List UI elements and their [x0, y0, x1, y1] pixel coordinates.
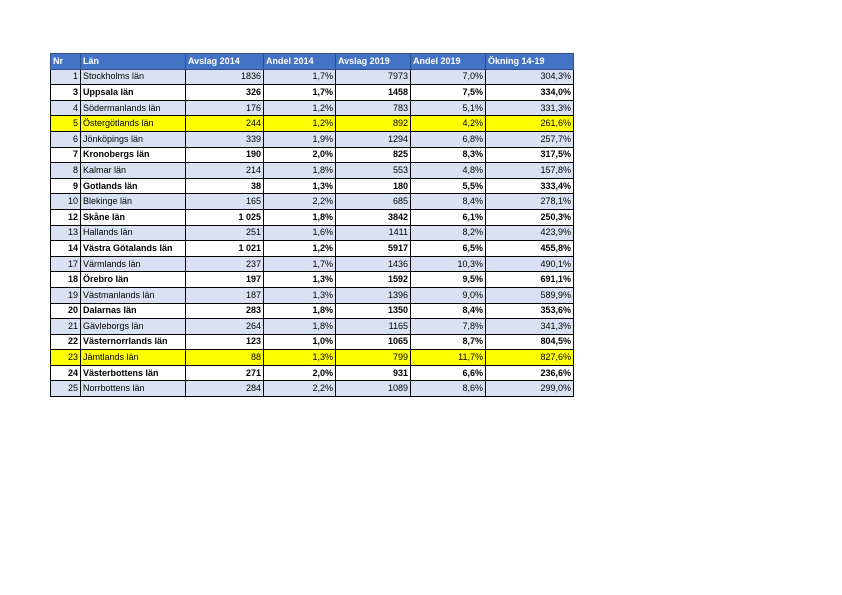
cell-andel-2019: 6,8% — [411, 131, 486, 147]
cell-lan: Jämtlands län — [81, 350, 186, 366]
cell-okning: 304,3% — [486, 69, 574, 85]
table-row — [51, 85, 574, 101]
cell-andel-2014: 2,2% — [264, 194, 336, 210]
cell-andel-2014: 1,6% — [264, 225, 336, 241]
cell-okning: 804,5% — [486, 334, 574, 350]
cell-nr: 7 — [51, 147, 81, 163]
cell-lan: Stockholms län — [81, 69, 186, 85]
cell-avslag-2019: 1396 — [336, 287, 411, 303]
cell-avslag-2014: 197 — [186, 272, 264, 288]
cell-lan: Uppsala län — [81, 85, 186, 101]
cell-avslag-2014: 165 — [186, 194, 264, 210]
table-row — [51, 319, 574, 335]
cell-lan: Norrbottens län — [81, 381, 186, 397]
cell-okning: 250,3% — [486, 209, 574, 225]
cell-nr: 8 — [51, 163, 81, 179]
header-andel-2014: Andel 2014 — [264, 54, 336, 70]
cell-andel-2019: 4,2% — [411, 116, 486, 132]
cell-avslag-2019: 1458 — [336, 85, 411, 101]
header-andel-2019: Andel 2019 — [411, 54, 486, 70]
cell-andel-2019: 8,4% — [411, 303, 486, 319]
cell-andel-2014: 1,8% — [264, 209, 336, 225]
table-row — [51, 163, 574, 179]
cell-okning: 455,8% — [486, 241, 574, 257]
cell-nr: 24 — [51, 365, 81, 381]
cell-andel-2014: 1,2% — [264, 116, 336, 132]
table-row — [51, 334, 574, 350]
cell-andel-2014: 1,3% — [264, 178, 336, 194]
cell-nr: 20 — [51, 303, 81, 319]
cell-lan: Dalarnas län — [81, 303, 186, 319]
cell-andel-2014: 1,2% — [264, 241, 336, 257]
cell-avslag-2014: 284 — [186, 381, 264, 397]
cell-okning: 261,6% — [486, 116, 574, 132]
cell-lan: Skåne län — [81, 209, 186, 225]
table-row — [51, 147, 574, 163]
table-row — [51, 131, 574, 147]
cell-andel-2014: 1,7% — [264, 256, 336, 272]
cell-avslag-2014: 244 — [186, 116, 264, 132]
cell-avslag-2019: 685 — [336, 194, 411, 210]
cell-andel-2019: 10,3% — [411, 256, 486, 272]
cell-andel-2014: 1,3% — [264, 272, 336, 288]
cell-lan: Hallands län — [81, 225, 186, 241]
cell-okning: 341,3% — [486, 319, 574, 335]
cell-lan: Västra Götalands län — [81, 241, 186, 257]
cell-andel-2019: 9,5% — [411, 272, 486, 288]
cell-andel-2019: 8,7% — [411, 334, 486, 350]
header-avslag-2014: Avslag 2014 — [186, 54, 264, 70]
cell-okning: 257,7% — [486, 131, 574, 147]
county-rejection-table — [50, 53, 574, 397]
cell-nr: 13 — [51, 225, 81, 241]
cell-avslag-2019: 1089 — [336, 381, 411, 397]
cell-avslag-2014: 176 — [186, 100, 264, 116]
cell-okning: 157,8% — [486, 163, 574, 179]
table-row — [51, 178, 574, 194]
table-row — [51, 350, 574, 366]
table-body — [51, 69, 574, 396]
cell-okning: 827,6% — [486, 350, 574, 366]
cell-nr: 5 — [51, 116, 81, 132]
cell-avslag-2019: 1294 — [336, 131, 411, 147]
cell-lan: Kronobergs län — [81, 147, 186, 163]
cell-avslag-2014: 271 — [186, 365, 264, 381]
cell-lan: Örebro län — [81, 272, 186, 288]
cell-andel-2014: 1,3% — [264, 350, 336, 366]
cell-avslag-2019: 1411 — [336, 225, 411, 241]
cell-okning: 331,3% — [486, 100, 574, 116]
cell-andel-2014: 1,3% — [264, 287, 336, 303]
cell-andel-2014: 1,8% — [264, 319, 336, 335]
cell-lan: Blekinge län — [81, 194, 186, 210]
cell-andel-2019: 8,2% — [411, 225, 486, 241]
table-row — [51, 381, 574, 397]
header-lan: Län — [81, 54, 186, 70]
cell-okning: 236,6% — [486, 365, 574, 381]
cell-avslag-2019: 7973 — [336, 69, 411, 85]
table-row — [51, 241, 574, 257]
cell-okning: 691,1% — [486, 272, 574, 288]
cell-avslag-2014: 123 — [186, 334, 264, 350]
cell-nr: 1 — [51, 69, 81, 85]
cell-andel-2014: 1,7% — [264, 69, 336, 85]
cell-nr: 3 — [51, 85, 81, 101]
cell-avslag-2019: 3842 — [336, 209, 411, 225]
cell-avslag-2019: 5917 — [336, 241, 411, 257]
cell-andel-2019: 7,5% — [411, 85, 486, 101]
cell-andel-2014: 1,7% — [264, 85, 336, 101]
cell-andel-2014: 1,8% — [264, 303, 336, 319]
cell-andel-2014: 2,2% — [264, 381, 336, 397]
cell-okning: 317,5% — [486, 147, 574, 163]
cell-avslag-2019: 1592 — [336, 272, 411, 288]
cell-nr: 17 — [51, 256, 81, 272]
table-row — [51, 116, 574, 132]
cell-okning: 423,9% — [486, 225, 574, 241]
table-row — [51, 209, 574, 225]
cell-okning: 333,4% — [486, 178, 574, 194]
cell-nr: 21 — [51, 319, 81, 335]
cell-avslag-2014: 264 — [186, 319, 264, 335]
cell-okning: 490,1% — [486, 256, 574, 272]
cell-nr: 23 — [51, 350, 81, 366]
cell-okning: 299,0% — [486, 381, 574, 397]
cell-avslag-2019: 799 — [336, 350, 411, 366]
cell-andel-2014: 2,0% — [264, 147, 336, 163]
cell-andel-2019: 8,4% — [411, 194, 486, 210]
cell-lan: Gotlands län — [81, 178, 186, 194]
cell-andel-2019: 5,5% — [411, 178, 486, 194]
cell-avslag-2014: 237 — [186, 256, 264, 272]
cell-okning: 334,0% — [486, 85, 574, 101]
cell-andel-2014: 1,2% — [264, 100, 336, 116]
cell-andel-2019: 5,1% — [411, 100, 486, 116]
cell-avslag-2019: 892 — [336, 116, 411, 132]
cell-avslag-2014: 251 — [186, 225, 264, 241]
cell-avslag-2019: 931 — [336, 365, 411, 381]
cell-avslag-2014: 339 — [186, 131, 264, 147]
cell-avslag-2014: 214 — [186, 163, 264, 179]
cell-avslag-2019: 180 — [336, 178, 411, 194]
cell-nr: 10 — [51, 194, 81, 210]
cell-avslag-2014: 1 021 — [186, 241, 264, 257]
cell-avslag-2019: 1436 — [336, 256, 411, 272]
cell-andel-2014: 1,0% — [264, 334, 336, 350]
table-row — [51, 272, 574, 288]
cell-okning: 589,9% — [486, 287, 574, 303]
header-okning: Ökning 14-19 — [486, 54, 574, 70]
cell-nr: 14 — [51, 241, 81, 257]
cell-avslag-2019: 1165 — [336, 319, 411, 335]
table-row — [51, 194, 574, 210]
table-row — [51, 287, 574, 303]
cell-avslag-2014: 326 — [186, 85, 264, 101]
cell-avslag-2014: 1 025 — [186, 209, 264, 225]
cell-nr: 19 — [51, 287, 81, 303]
cell-avslag-2014: 88 — [186, 350, 264, 366]
cell-avslag-2014: 1836 — [186, 69, 264, 85]
table-row — [51, 100, 574, 116]
cell-andel-2019: 7,8% — [411, 319, 486, 335]
cell-avslag-2019: 783 — [336, 100, 411, 116]
header-row — [51, 54, 574, 70]
table-row — [51, 365, 574, 381]
cell-nr: 6 — [51, 131, 81, 147]
cell-okning: 278,1% — [486, 194, 574, 210]
cell-avslag-2014: 38 — [186, 178, 264, 194]
cell-lan: Gävleborgs län — [81, 319, 186, 335]
cell-lan: Västmanlands län — [81, 287, 186, 303]
header-nr: Nr — [51, 54, 81, 70]
cell-andel-2019: 6,5% — [411, 241, 486, 257]
cell-andel-2019: 8,3% — [411, 147, 486, 163]
cell-andel-2014: 1,8% — [264, 163, 336, 179]
cell-avslag-2019: 1350 — [336, 303, 411, 319]
cell-lan: Jönköpings län — [81, 131, 186, 147]
cell-avslag-2014: 187 — [186, 287, 264, 303]
cell-okning: 353,6% — [486, 303, 574, 319]
cell-lan: Västernorrlands län — [81, 334, 186, 350]
cell-andel-2019: 7,0% — [411, 69, 486, 85]
table-row — [51, 256, 574, 272]
table-row — [51, 69, 574, 85]
cell-andel-2019: 9,0% — [411, 287, 486, 303]
cell-nr: 22 — [51, 334, 81, 350]
header-avslag-2019: Avslag 2019 — [336, 54, 411, 70]
cell-avslag-2019: 553 — [336, 163, 411, 179]
cell-andel-2014: 1,9% — [264, 131, 336, 147]
cell-andel-2019: 6,6% — [411, 365, 486, 381]
cell-lan: Södermanlands län — [81, 100, 186, 116]
cell-avslag-2019: 1065 — [336, 334, 411, 350]
cell-nr: 18 — [51, 272, 81, 288]
cell-lan: Kalmar län — [81, 163, 186, 179]
table-row — [51, 303, 574, 319]
cell-nr: 9 — [51, 178, 81, 194]
cell-nr: 25 — [51, 381, 81, 397]
cell-avslag-2014: 190 — [186, 147, 264, 163]
table-row — [51, 225, 574, 241]
cell-lan: Östergötlands län — [81, 116, 186, 132]
cell-andel-2014: 2,0% — [264, 365, 336, 381]
cell-andel-2019: 11,7% — [411, 350, 486, 366]
cell-nr: 12 — [51, 209, 81, 225]
cell-andel-2019: 6,1% — [411, 209, 486, 225]
cell-andel-2019: 8,6% — [411, 381, 486, 397]
cell-avslag-2014: 283 — [186, 303, 264, 319]
cell-nr: 4 — [51, 100, 81, 116]
cell-lan: Värmlands län — [81, 256, 186, 272]
cell-avslag-2019: 825 — [336, 147, 411, 163]
cell-andel-2019: 4,8% — [411, 163, 486, 179]
cell-lan: Västerbottens län — [81, 365, 186, 381]
